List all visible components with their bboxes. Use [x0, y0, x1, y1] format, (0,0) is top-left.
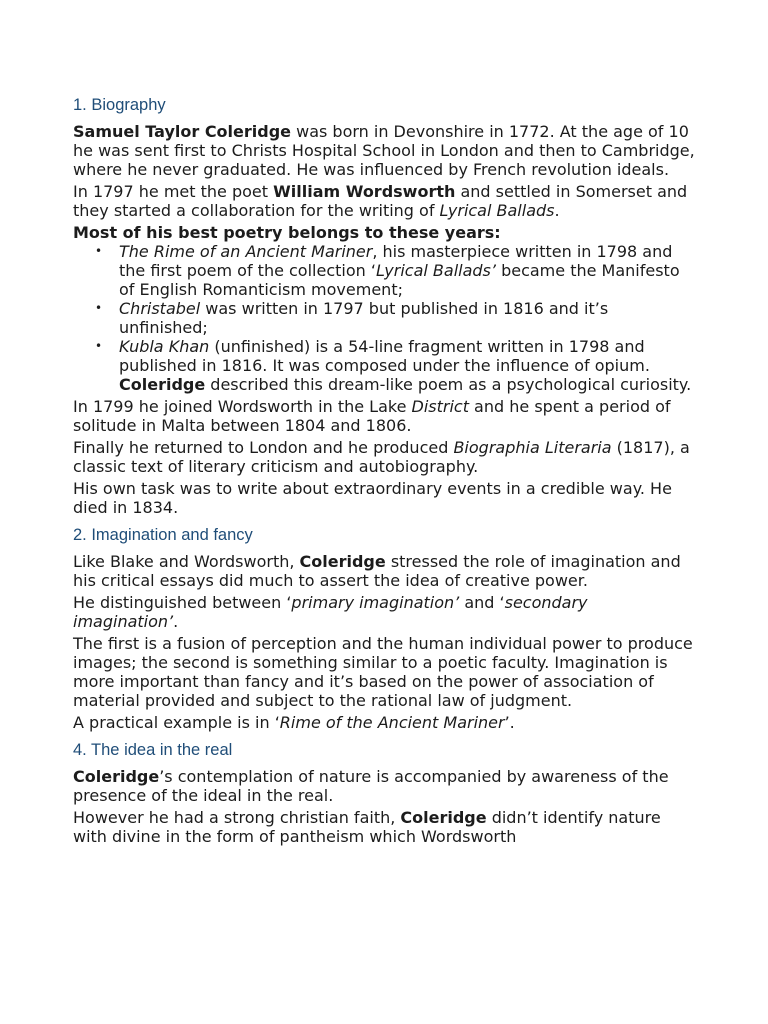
- paragraph: Like Blake and Wordsworth, Coleridge stressed the role of imagination and his critical essays did much to assert the idea of creative power.: [73, 552, 681, 590]
- bullet-icon: •: [95, 244, 103, 258]
- paragraph: In 1797 he met the poet William Wordsworth and settled in Somerset and they started a collaboration for the writing of Lyrical Ballads.: [73, 182, 688, 220]
- paragraph: A practical example is in ‘Rime of the Ancient Mariner’.: [73, 713, 515, 732]
- poem-list: [73, 242, 695, 394]
- paragraph: Coleridge’s contemplation of nature is accompanied by awareness of the presence of the ideal in the real.: [73, 767, 669, 805]
- section-heading-idea-in-real: 4. The idea in the real: [73, 741, 233, 759]
- paragraph: His own task was to write about extraordinary events in a credible way. He died in 1834.: [73, 479, 672, 517]
- bullet-icon: •: [95, 301, 103, 315]
- section-heading-biography: 1. Biography: [73, 96, 166, 114]
- paragraph-bold: Most of his best poetry belongs to these years:: [73, 223, 501, 242]
- section-heading-imagination: 2. Imagination and fancy: [73, 526, 253, 544]
- paragraph: In 1799 he joined Wordsworth in the Lake District and he spent a period of solitude in Malta between 1804 and 1806.: [73, 397, 671, 435]
- paragraph: Finally he returned to London and he produced Biographia Literaria (1817), a classic text of literary criticism and autobiography.: [73, 438, 690, 476]
- paragraph: However he had a strong christian faith, Coleridge didn’t identify nature with divine in the form of pantheism which Wordsworth: [73, 808, 661, 846]
- list-item: • Kubla Khan (unfinished) is a 54-line fragment written in 1798 and published in 1816. It was composed under the influence of opium. Coleridge described this dream-like poem as a psychological curiosity.: [95, 337, 692, 394]
- bullet-icon: •: [95, 339, 103, 353]
- document-page: [73, 95, 695, 846]
- paragraph: The first is a fusion of perception and the human individual power to produce images; the second is something similar to a poetic faculty. Imagination is more important than fancy and it’s based on the power of association of material provided and subject to the rational law of judgment.: [73, 634, 693, 710]
- paragraph: He distinguished between ‘primary imagination’ and ‘secondary imagination’.: [73, 593, 588, 631]
- list-item: • Christabel was written in 1797 but published in 1816 and it’s unfinished;: [95, 299, 609, 337]
- list-item: • The Rime of an Ancient Mariner, his masterpiece written in 1798 and the first poem of the collection ‘Lyrical Ballads’ became the Manifesto of English Romanticism movement;: [95, 242, 680, 299]
- paragraph: Samuel Taylor Coleridge was born in Devonshire in 1772. At the age of 10 he was sent first to Christs Hospital School in London and then to Cambridge, where he never graduated. He was influenced by French revolution ideals.: [73, 122, 695, 179]
